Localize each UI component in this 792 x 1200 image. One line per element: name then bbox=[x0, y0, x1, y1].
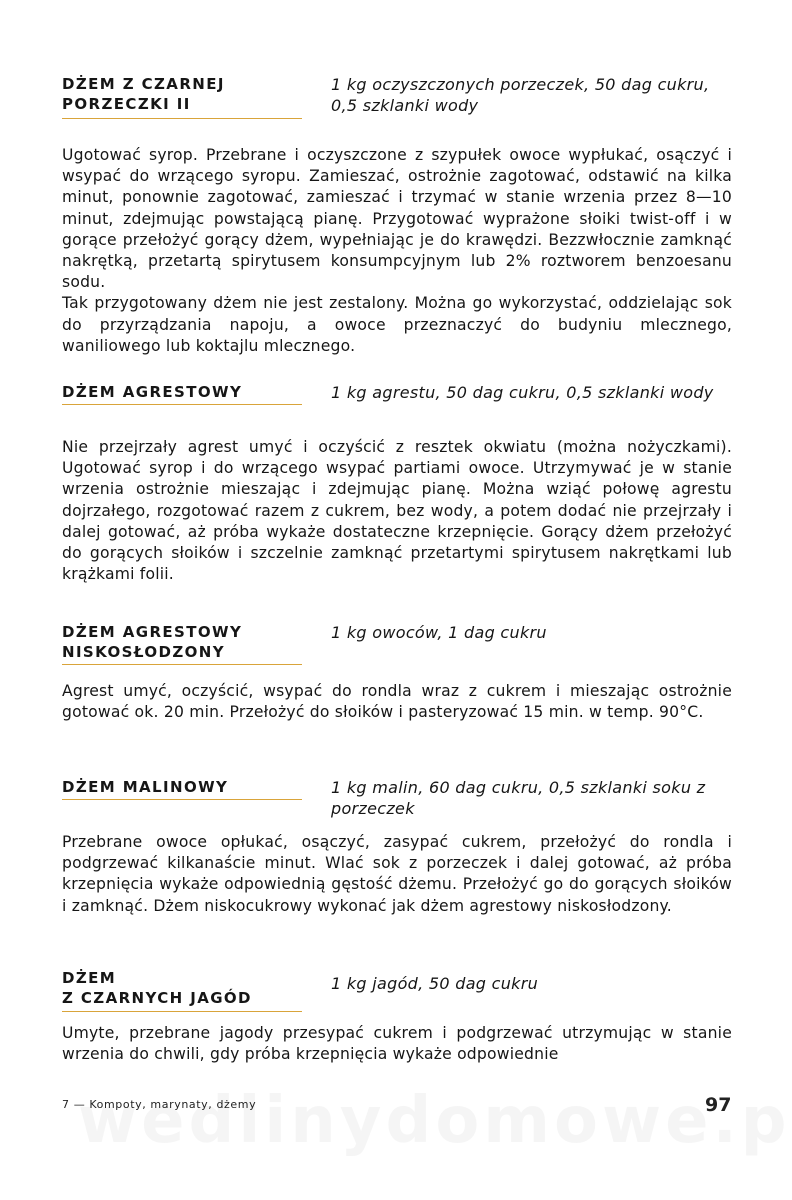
instruction-paragraph: Ugotować syrop. Przebrane i oczyszczone z szypułek owoce wypłukać, osączyć i wsypać do wrzącego syropu. Zamieszać, ostrożnie zagotować, odstawić na kilka minut, ponownie zagotować, zamieszać i trzymać w stanie wrzenia przez 8—10 minut, zdejmując powstającą pianę. Przygotować wyprażone słoiki twist-off i w gorące przełożyć gorący dżem, wypełniając je do krawędzi. Bezzwłocznie zamknąć nakrętką, przetartą spirytusem konsumpcyjnym lub 2% roztworem benzoesanu sodu. bbox=[62, 146, 732, 292]
instruction-paragraph: Umyte, przebrane jagody przesypać cukrem i podgrzewać utrzymując w stanie wrzenia do chwili, gdy próba krzepnięcia wykaże odpowiednie bbox=[62, 1024, 732, 1064]
recipe-title: DŻEM AGRESTOWY NISKOSŁODZONY bbox=[62, 623, 243, 661]
recipe-title: DŻEM MALINOWY bbox=[62, 778, 229, 796]
title-underline bbox=[62, 118, 302, 119]
recipe-ingredients: 1 kg oczyszczonych porzeczek, 50 dag cukru, 0,5 szklanki wody bbox=[331, 75, 710, 115]
recipe-instructions bbox=[62, 437, 732, 585]
recipe-title: DŻEM AGRESTOWY bbox=[62, 383, 243, 401]
instruction-paragraph: Tak przygotowany dżem nie jest zestalony. Można go wykorzystać, oddzielając sok do przyrządzania napoju, a owoce przeznaczyć do budyniu mlecznego, waniliowego lub koktajlu mlecznego. bbox=[62, 294, 732, 355]
recipe-instructions bbox=[62, 832, 732, 917]
recipe-ingredients: 1 kg owoców, 1 dag cukru bbox=[331, 623, 547, 642]
instruction-paragraph: Agrest umyć, oczyścić, wsypać do rondla wraz z cukrem i mieszając ostrożnie gotować ok. 20 min. Przełożyć do słoików i pasteryzować 15 min. w temp. 90°C. bbox=[62, 682, 732, 722]
recipe-instructions bbox=[62, 681, 732, 723]
instruction-paragraph: Przebrane owoce opłukać, osączyć, zasypać cukrem, przełożyć do rondla i podgrzewać kilkanaście minut. Wlać sok z porzeczek i dalej gotować, aż próba krzepnięcia wykaże odpowiednią gęstość dżemu. Przełożyć go do gorących słoików i zamknąć. Dżem niskocukrowy wykonać jak dżem agrestowy niskosłodzony. bbox=[62, 833, 732, 915]
recipe-ingredients: 1 kg agrestu, 50 dag cukru, 0,5 szklanki wody bbox=[331, 383, 714, 402]
instruction-paragraph: Nie przejrzały agrest umyć i oczyścić z resztek okwiatu (można nożyczkami). Ugotować syrop i do wrzącego wsypać partiami owoce. Utrzymywać je w stanie wrzenia ostrożnie mieszając i zdejmując pianę. Można wziąć połowę agrestu dojrzałego, rozgotować razem z cukrem, bez wody, a potem dodać nie przejrzały i dalej gotować, aż próba wykaże dostateczne krzepnięcie. Gorący dżem przełożyć do gorących słoików i szczelnie zamknąć przetartymi spirytusem nakrętkami lub krążkami folii. bbox=[62, 438, 732, 584]
chapter-footer: 7 — Kompoty, marynaty, dżemy bbox=[62, 1098, 257, 1111]
recipe-ingredients: 1 kg jagód, 50 dag cukru bbox=[331, 974, 539, 993]
recipe-title: DŻEM Z CZARNYCH JAGÓD bbox=[62, 969, 252, 1007]
title-underline bbox=[62, 664, 302, 665]
recipe-instructions bbox=[62, 145, 732, 357]
page-number: 97 bbox=[705, 1094, 732, 1116]
title-underline bbox=[62, 1011, 302, 1012]
recipe-title: DŻEM Z CZARNEJ PORZECZKI II bbox=[62, 75, 225, 113]
recipe-instructions bbox=[62, 1023, 732, 1065]
title-underline bbox=[62, 404, 302, 405]
recipe-ingredients: 1 kg malin, 60 dag cukru, 0,5 szklanki soku z porzeczek bbox=[331, 778, 706, 818]
watermark bbox=[78, 1084, 792, 1158]
title-underline bbox=[62, 799, 302, 800]
